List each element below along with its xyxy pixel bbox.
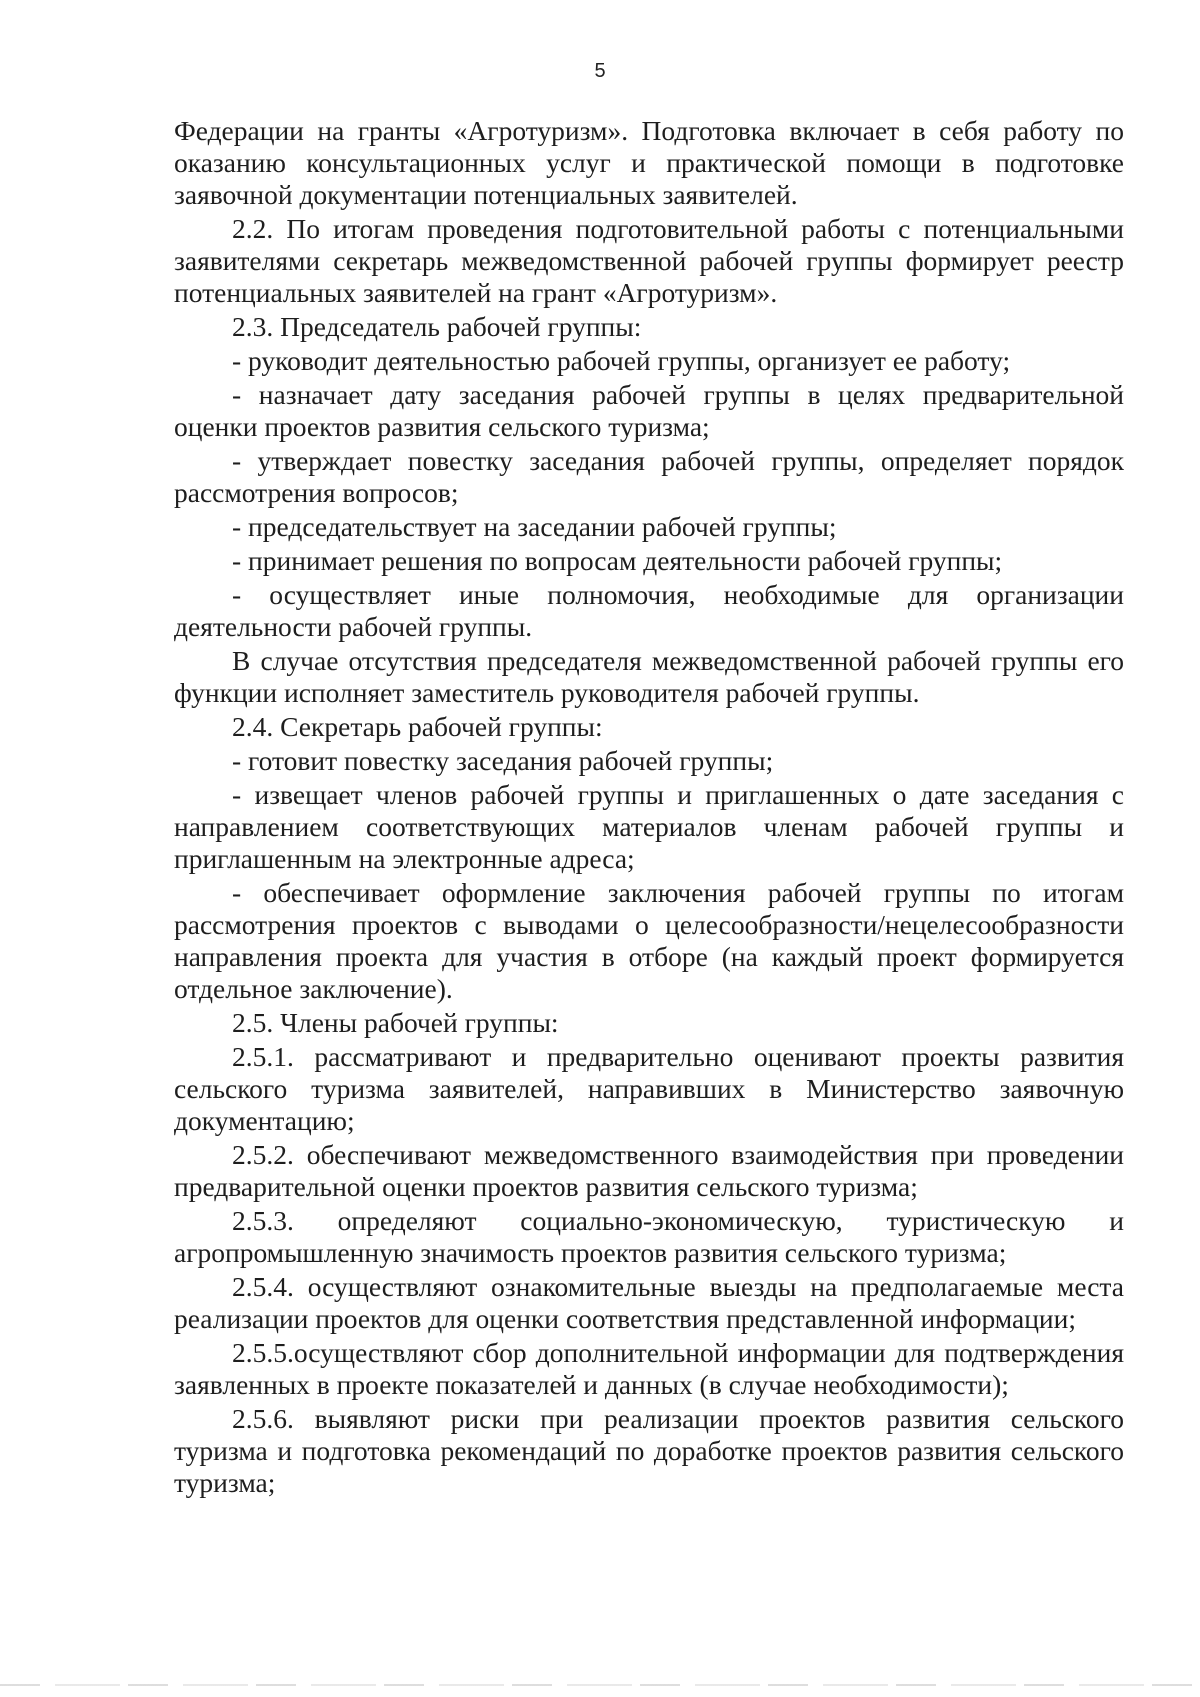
paragraph-2-2: 2.2. По итогам проведения подготовительной работы с потенциальными заявителями секретарь межведомственной рабочей группы формирует реестр потенциальных заявителей на грант «Агротуризм». [174, 213, 1124, 308]
paragraph-grants-preparation: Федерации на гранты «Агротуризм». Подготовка включает в себя работу по оказанию консультационных услуг и практической помощи в подготовке заявочной документации потенциальных заявителей. [174, 115, 1124, 210]
paragraph-chair-absence: В случае отсутствия председателя межведомственной рабочей группы его функции исполняет заместитель руководителя рабочей группы. [174, 645, 1124, 708]
paragraph-2-3-heading: 2.3. Председатель рабочей группы: [232, 311, 642, 342]
list-item-secretary-notifies: - извещает членов рабочей группы и приглашенных о дате заседания с направлением соответствующих материалов членам рабочей группы и приглашенным на электронные адреса; [174, 779, 1124, 874]
list-item-chair-decides: - принимает решения по вопросам деятельности рабочей группы; [232, 545, 1003, 576]
list-item-secretary-agenda: - готовит повестку заседания рабочей группы; [232, 745, 774, 776]
list-item-chair-leads: - руководит деятельностью рабочей группы, организует ее работу; [232, 345, 1011, 376]
page-number: 5 [594, 60, 606, 82]
paragraph-2-5-5: 2.5.5.осуществляют сбор дополнительной информации для подтверждения заявленных в проекте показателей и данных (в случае необходимости); [174, 1337, 1124, 1400]
list-item-secretary-conclusion: - обеспечивает оформление заключения рабочей группы по итогам рассмотрения проектов с выводами о целесообразности/нецелесообразности направления проекта для участия в отборе (на каждый проект формируется отдельное заключение). [174, 877, 1124, 1004]
paragraph-2-5-3: 2.5.3. определяют социально-экономическую, туристическую и агропромышленную значимость проектов развития сельского туризма; [174, 1205, 1124, 1268]
paragraph-2-5-2: 2.5.2. обеспечивают межведомственного взаимодействия при проведении предварительной оценки проектов развития сельского туризма; [174, 1139, 1124, 1202]
paragraph-2-5-1: 2.5.1. рассматривают и предварительно оценивают проекты развития сельского туризма заявителей, направивших в Министерство заявочную документацию; [174, 1041, 1124, 1136]
scan-artifact-line [0, 1684, 1200, 1686]
paragraph-2-4-heading: 2.4. Секретарь рабочей группы: [232, 711, 603, 742]
list-item-chair-presides: - председательствует на заседании рабочей группы; [232, 511, 837, 542]
list-item-chair-sets-date: - назначает дату заседания рабочей группы в целях предварительной оценки проектов развития сельского туризма; [174, 379, 1124, 442]
paragraph-2-5-heading: 2.5. Члены рабочей группы: [232, 1007, 559, 1038]
list-item-chair-other-powers: - осуществляет иные полномочия, необходимые для организации деятельности рабочей группы. [174, 579, 1124, 642]
paragraph-2-5-6: 2.5.6. выявляют риски при реализации проектов развития сельского туризма и подготовка рекомендаций по доработке проектов развития сельского туризма; [174, 1403, 1124, 1498]
list-item-chair-approves-agenda: - утверждает повестку заседания рабочей группы, определяет порядок рассмотрения вопросов; [174, 445, 1124, 508]
paragraph-2-5-4: 2.5.4. осуществляют ознакомительные выезды на предполагаемые места реализации проектов для оценки соответствия представленной информации; [174, 1271, 1124, 1334]
document-body [174, 115, 1124, 1501]
